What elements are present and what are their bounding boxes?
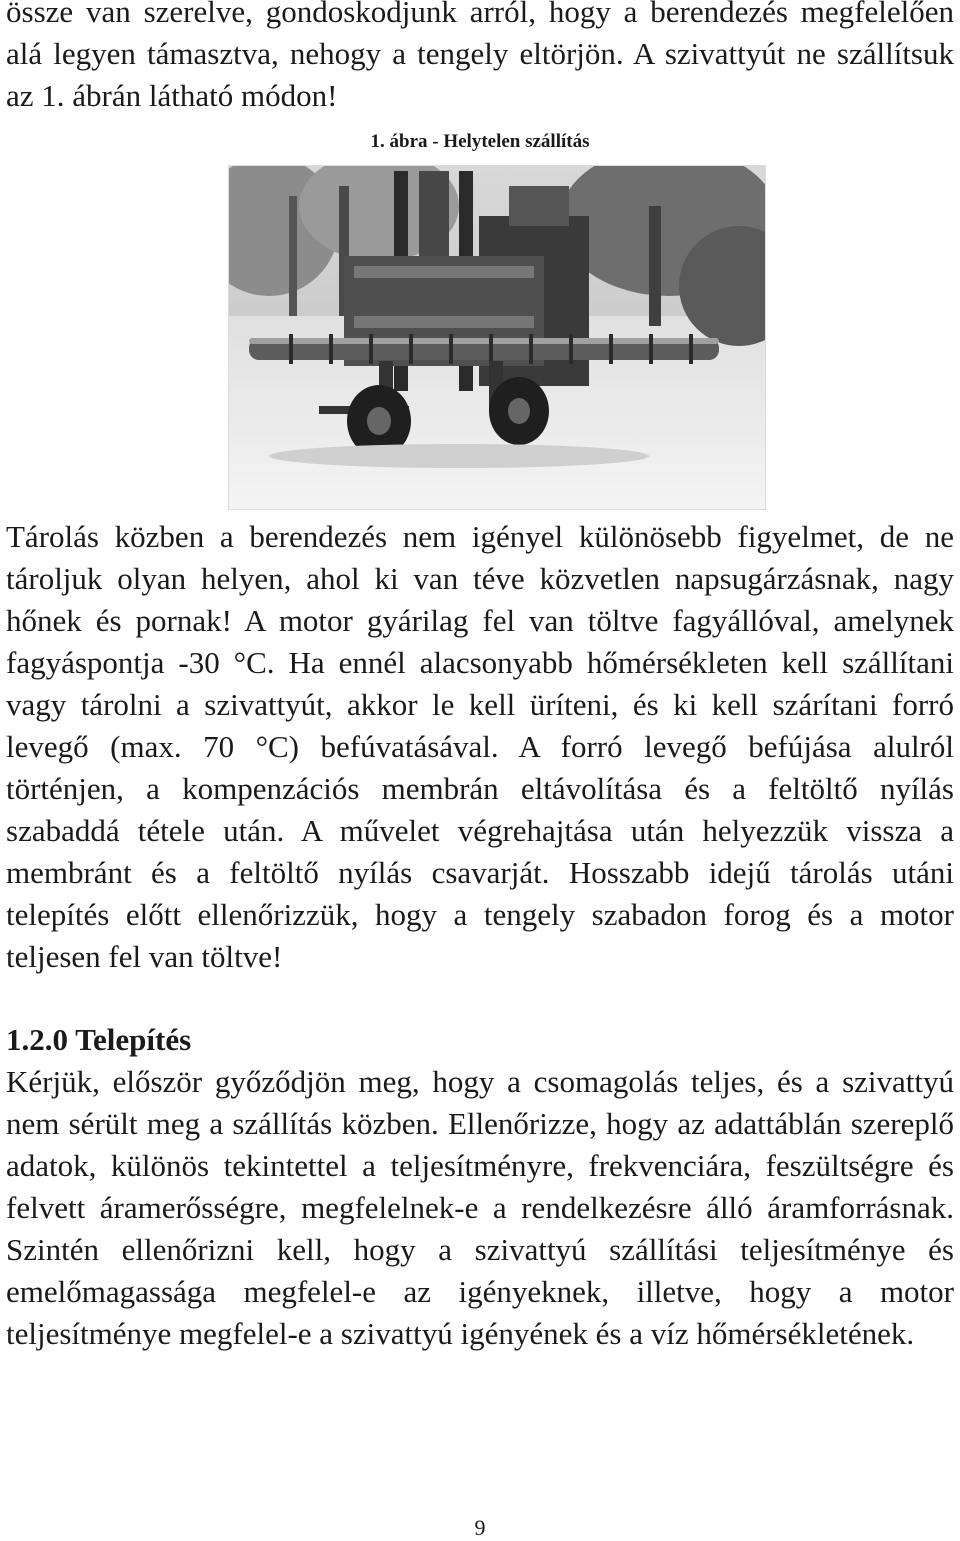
figure-caption: 1. ábra - Helytelen szállítás xyxy=(370,131,590,152)
installation-paragraph: Kérjük, először győződjön meg, hogy a csomagolás teljes, és a szivattyú nem sérült meg a szállítás közben. Ellenőrizze, hogy az adattáblán szereplő adatok, különös tekintettel a teljesítményre, frekvenciára, feszültségre és felvett áramerősségre, megfelelnek-e a rendelkezésre álló áramforrásnak. Szintén ellenőrizni kell, hogy a szivattyú szállítási teljesítménye és emelőmagassága megfelel-e az igényeknek, illetve, hogy a motor teljesítménye megfelel-e a szivattyú igényének és a víz hőmérsékletének. xyxy=(6,1064,954,1351)
section-heading: 1.2.0 Telepítés xyxy=(6,1022,192,1057)
forklift-photo xyxy=(228,165,766,510)
page-number: 9 xyxy=(474,1515,486,1540)
storage-paragraph: Tárolás közben a berendezés nem igényel különösebb figyelmet, de ne tároljuk olyan helyen, ahol ki van téve közvetlen napsugárzásnak, nagy hőnek és pornak! A motor gyárilag fel van töltve fagyállóval, amelynek fagyáspontja -30 °C. Ha ennél alacsonyabb hőmérsékleten kell szállítani vagy tárolni a szivattyút, akkor le kell üríteni, és ki kell szárítani forró levegő (max. 70 °C) befúvatásával. A forró levegő befújása alulról történjen, a kompenzációs membrán eltávolítása és a feltöltő nyílás szabaddá tétele után. A művelet végrehajtása után helyezzük vissza a membránt és a feltöltő nyílás csavarját. Hosszabb idejű tárolás utáni telepítés előtt ellenőrizzük, hogy a tengely szabadon forog és a motor teljesen fel van töltve! xyxy=(6,519,954,974)
intro-paragraph: össze van szerelve, gondoskodjunk arról, hogy a berendezés megfelelően alá legyen támasztva, nehogy a tengely eltörjön. A szivattyút ne szállítsuk az 1. ábrán látható módon! xyxy=(6,0,954,113)
